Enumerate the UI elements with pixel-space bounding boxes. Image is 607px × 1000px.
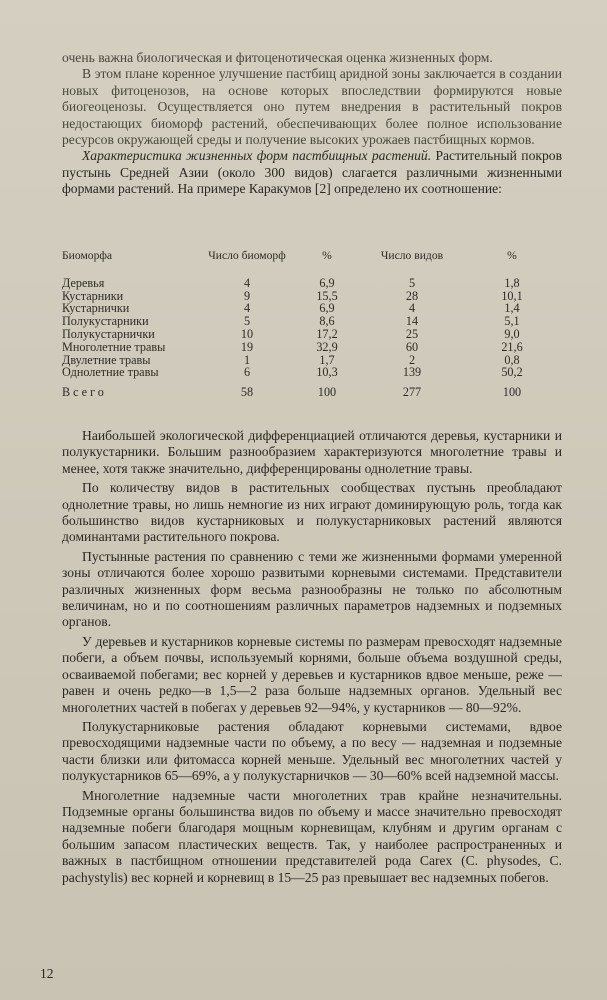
paragraph: Многолетние надземные части многолетних трав крайне незначительны. Подземные органы большинства видов по объему и массе значительно превосходят надземные побеги благодаря мощным корневищам, клубням и другим органам с большим запасом пластических веществ. Так, у наиболее распространенных и важных в пастбищном отношении представителей рода Carex (C. physodes, C. pachystylis) вес корней и корневищ в 15—25 раз превышает вес надземных побегов.: [62, 787, 562, 885]
table-cell: 1: [243, 352, 251, 367]
table-cell: 15,5: [316, 288, 338, 303]
table-total-row: [62, 379, 562, 399]
table-cell: Деревья: [62, 275, 105, 290]
table-cell: 9: [243, 288, 251, 303]
table-cell: 8,6: [319, 314, 335, 329]
table-row: [62, 328, 562, 341]
section-text: Растительный покров пустынь Средней Азии (около 300 видов) слагается различными жизненными формами растений. На примере Каракумов [2] определено их соотношение:: [62, 148, 562, 197]
table-cell: 6,9: [319, 301, 335, 316]
paragraph: По количеству видов в растительных сообществах пустынь преобладают однолетние травы, но лишь немногие из них играют доминирующую роль, тогда как большинство видов кустарниковых и полукустарниковых растений являются доминантами растительного покрова.: [62, 480, 562, 545]
table-cell: 4: [243, 301, 251, 316]
table-cell: Кустарнички: [62, 301, 130, 316]
table-cell: Кустарники: [62, 288, 124, 303]
table-row: [62, 366, 562, 379]
table-cell: Полукустарники: [62, 314, 149, 329]
table-cell: 10: [240, 326, 254, 341]
table-cell: 100: [317, 385, 337, 400]
table-cell: 5: [243, 314, 251, 329]
col-header: %: [507, 249, 517, 262]
table-cell: 19: [240, 339, 254, 354]
table-cell: 50,2: [501, 365, 523, 380]
paragraph: Наибольшей экологической дифференциацией отличаются деревья, кустарники и полукустарники. Большим разнообразием характеризуются многолетние травы и менее, хотя также значительно, дифференцированы однолетние травы.: [62, 428, 562, 476]
table-cell: 277: [402, 385, 422, 400]
table-cell: 100: [502, 385, 522, 400]
table-cell: 14: [405, 314, 419, 329]
paragraph: У деревьев и кустарников корневые системы по размерам превосходят надземные побеги, а объем почвы, используемый корнями, больше объема воздушной среды, осваиваемой побегами; вес корней у деревьев и кустарников вдвое меньше, реже — равен и очень редко—в 1,5—2 раза больше надземных органов. Удельный вес многолетних частей в побегах у деревьев 92—94%, у кустарников — 80—92%.: [62, 633, 562, 715]
table-cell: 4: [243, 275, 251, 290]
bottom-text-block: [62, 428, 562, 889]
section-heading: Характеристика жизненных форм пастбищных растений.: [82, 148, 432, 164]
paragraph: очень важна биологическая и фитоценотическая оценка жизненных форм.: [62, 50, 493, 65]
table-cell: 1,7: [319, 352, 335, 367]
table-cell: 6: [243, 365, 251, 380]
page-number: 12: [40, 966, 54, 981]
biomorph-table: [62, 250, 562, 399]
table-header-row: [62, 250, 562, 277]
table-cell: 5,1: [504, 314, 520, 329]
table-cell: 4: [408, 301, 416, 316]
paragraph: В этом плане коренное улучшение пастбищ аридной зоны заключается в создании новых фитоценозов, на основе которых впоследствии формируются новые биогеоценозы. Осуществляется оно путем внедрения в растительный покров недостающих биоморф растений, обеспечивающих более полное использование ресурсов окружающей среды и получение высоких урожаев пастбищных кормов.: [62, 66, 562, 148]
table-cell: 10,3: [316, 365, 338, 380]
table-cell: Многолетние травы: [62, 339, 166, 354]
table-cell: 25: [405, 326, 419, 341]
table-row: [62, 341, 562, 354]
table-cell: 5: [408, 275, 416, 290]
paragraph: Полукустарниковые растения обладают корневыми системами, вдвое превосходящими надземные части по объему, а по весу — надземная и подземные части близки или фитомасса корней меньше. Удельный вес многолетних частей у полукустарников 65—69%, а у полукустарничков — 30—60% всей надземной массы.: [62, 718, 562, 784]
table-cell: 60: [405, 339, 419, 354]
table-cell: Всего: [62, 385, 107, 400]
table-cell: 10,1: [501, 288, 523, 303]
table-cell: 9,0: [504, 326, 520, 341]
table-cell: 1,8: [504, 275, 520, 290]
table-row: [62, 290, 562, 303]
col-header: %: [322, 249, 332, 262]
table-cell: 139: [402, 365, 422, 380]
table-cell: 1,4: [504, 301, 520, 316]
paragraph: Пустынные растения по сравнению с теми же жизненными формами умеренной зоны отличаются более хорошо развитыми корневыми системами. Представители различных жизненных форм весьма разнообразны не только по абсолютным величинам, но и по соотношениям различных параметров надземных и подземных органов.: [62, 548, 562, 630]
table-cell: 58: [240, 385, 254, 400]
table-cell: 28: [405, 288, 419, 303]
table-cell: 6,9: [319, 275, 335, 290]
table-cell: 2: [408, 352, 416, 367]
table-cell: 17,2: [316, 326, 338, 341]
table-row: [62, 277, 562, 290]
col-header: Биоморфа: [62, 249, 113, 262]
col-header: Число биоморф: [208, 249, 286, 262]
top-text-block: [62, 50, 562, 198]
section-paragraph: [62, 148, 562, 197]
table-cell: Двулетние травы: [62, 352, 151, 367]
table-cell: 0,8: [504, 352, 520, 367]
col-header: Число видов: [380, 249, 444, 262]
table-cell: 21,6: [501, 339, 523, 354]
table-cell: Полукустарнички: [62, 326, 155, 341]
table-cell: 32,9: [316, 339, 338, 354]
table-cell: Однолетние травы: [62, 365, 159, 380]
